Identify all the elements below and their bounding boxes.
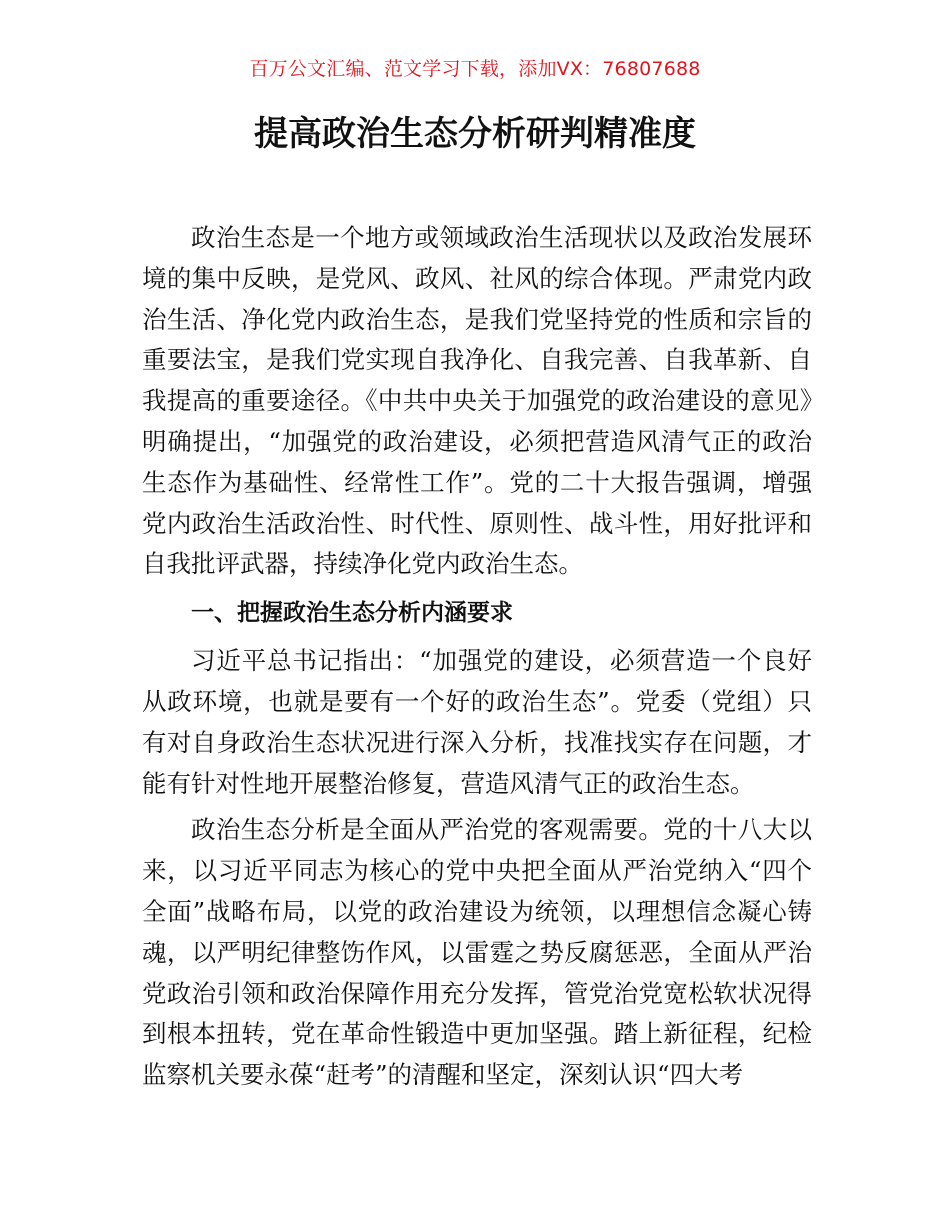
section-heading: 一、把握政治生态分析内涵要求 (191, 600, 513, 627)
document-body (142, 218, 812, 1096)
intro-paragraph: 政治生态是一个地方或领域政治生活现状以及政治发展环境的集中反映，是党风、政风、社风的综合体现。严肃党内政治生活、净化党内政治生态，是我们党坚持党的性质和宗旨的重要法宝，是我们党实现自我净化、自我完善、自我革新、自我提高的重要途径。《中共中央关于加强党的政治建设的意见》明确提出，“加强党的政治建设，必须把营造风清气正的政治生态作为基础性、经常性工作”。党的二十大报告强调，增强党内政治生活政治性、时代性、原则性、战斗性，用好批评和自我批评武器，持续净化党内政治生态。 (142, 223, 812, 579)
section-paragraph: 政治生态分析是全面从严治党的客观需要。党的十八大以来，以习近平同志为核心的党中央把全面从严治党纳入“四个全面”战略布局，以党的政治建设为统领，以理想信念凝心铸魂，以严明纪律整饬作风，以雷霆之势反腐惩恶，全面从严治党政治引领和政治保障作用充分发挥，管党治党宽松软状况得到根本扭转，党在革命性锻造中更加坚强。踏上新征程，纪检监察机关要永葆“赶考”的清醒和坚定，深刻认识“四大考 (142, 815, 812, 1090)
document-title: 提高政治生态分析研判精准度 (254, 114, 696, 154)
header-banner: 百万公文汇编、范文学习下载，添加VX：76807688 (249, 58, 701, 80)
section-paragraph: 习近平总书记指出：“加强党的建设，必须营造一个良好从政环境，也就是要有一个好的政治生态”。党委（党组）只有对自身政治生态状况进行深入分析，找准找实存在问题，才能有针对性地开展整治修复，营造风清气正的政治生态。 (142, 646, 812, 798)
